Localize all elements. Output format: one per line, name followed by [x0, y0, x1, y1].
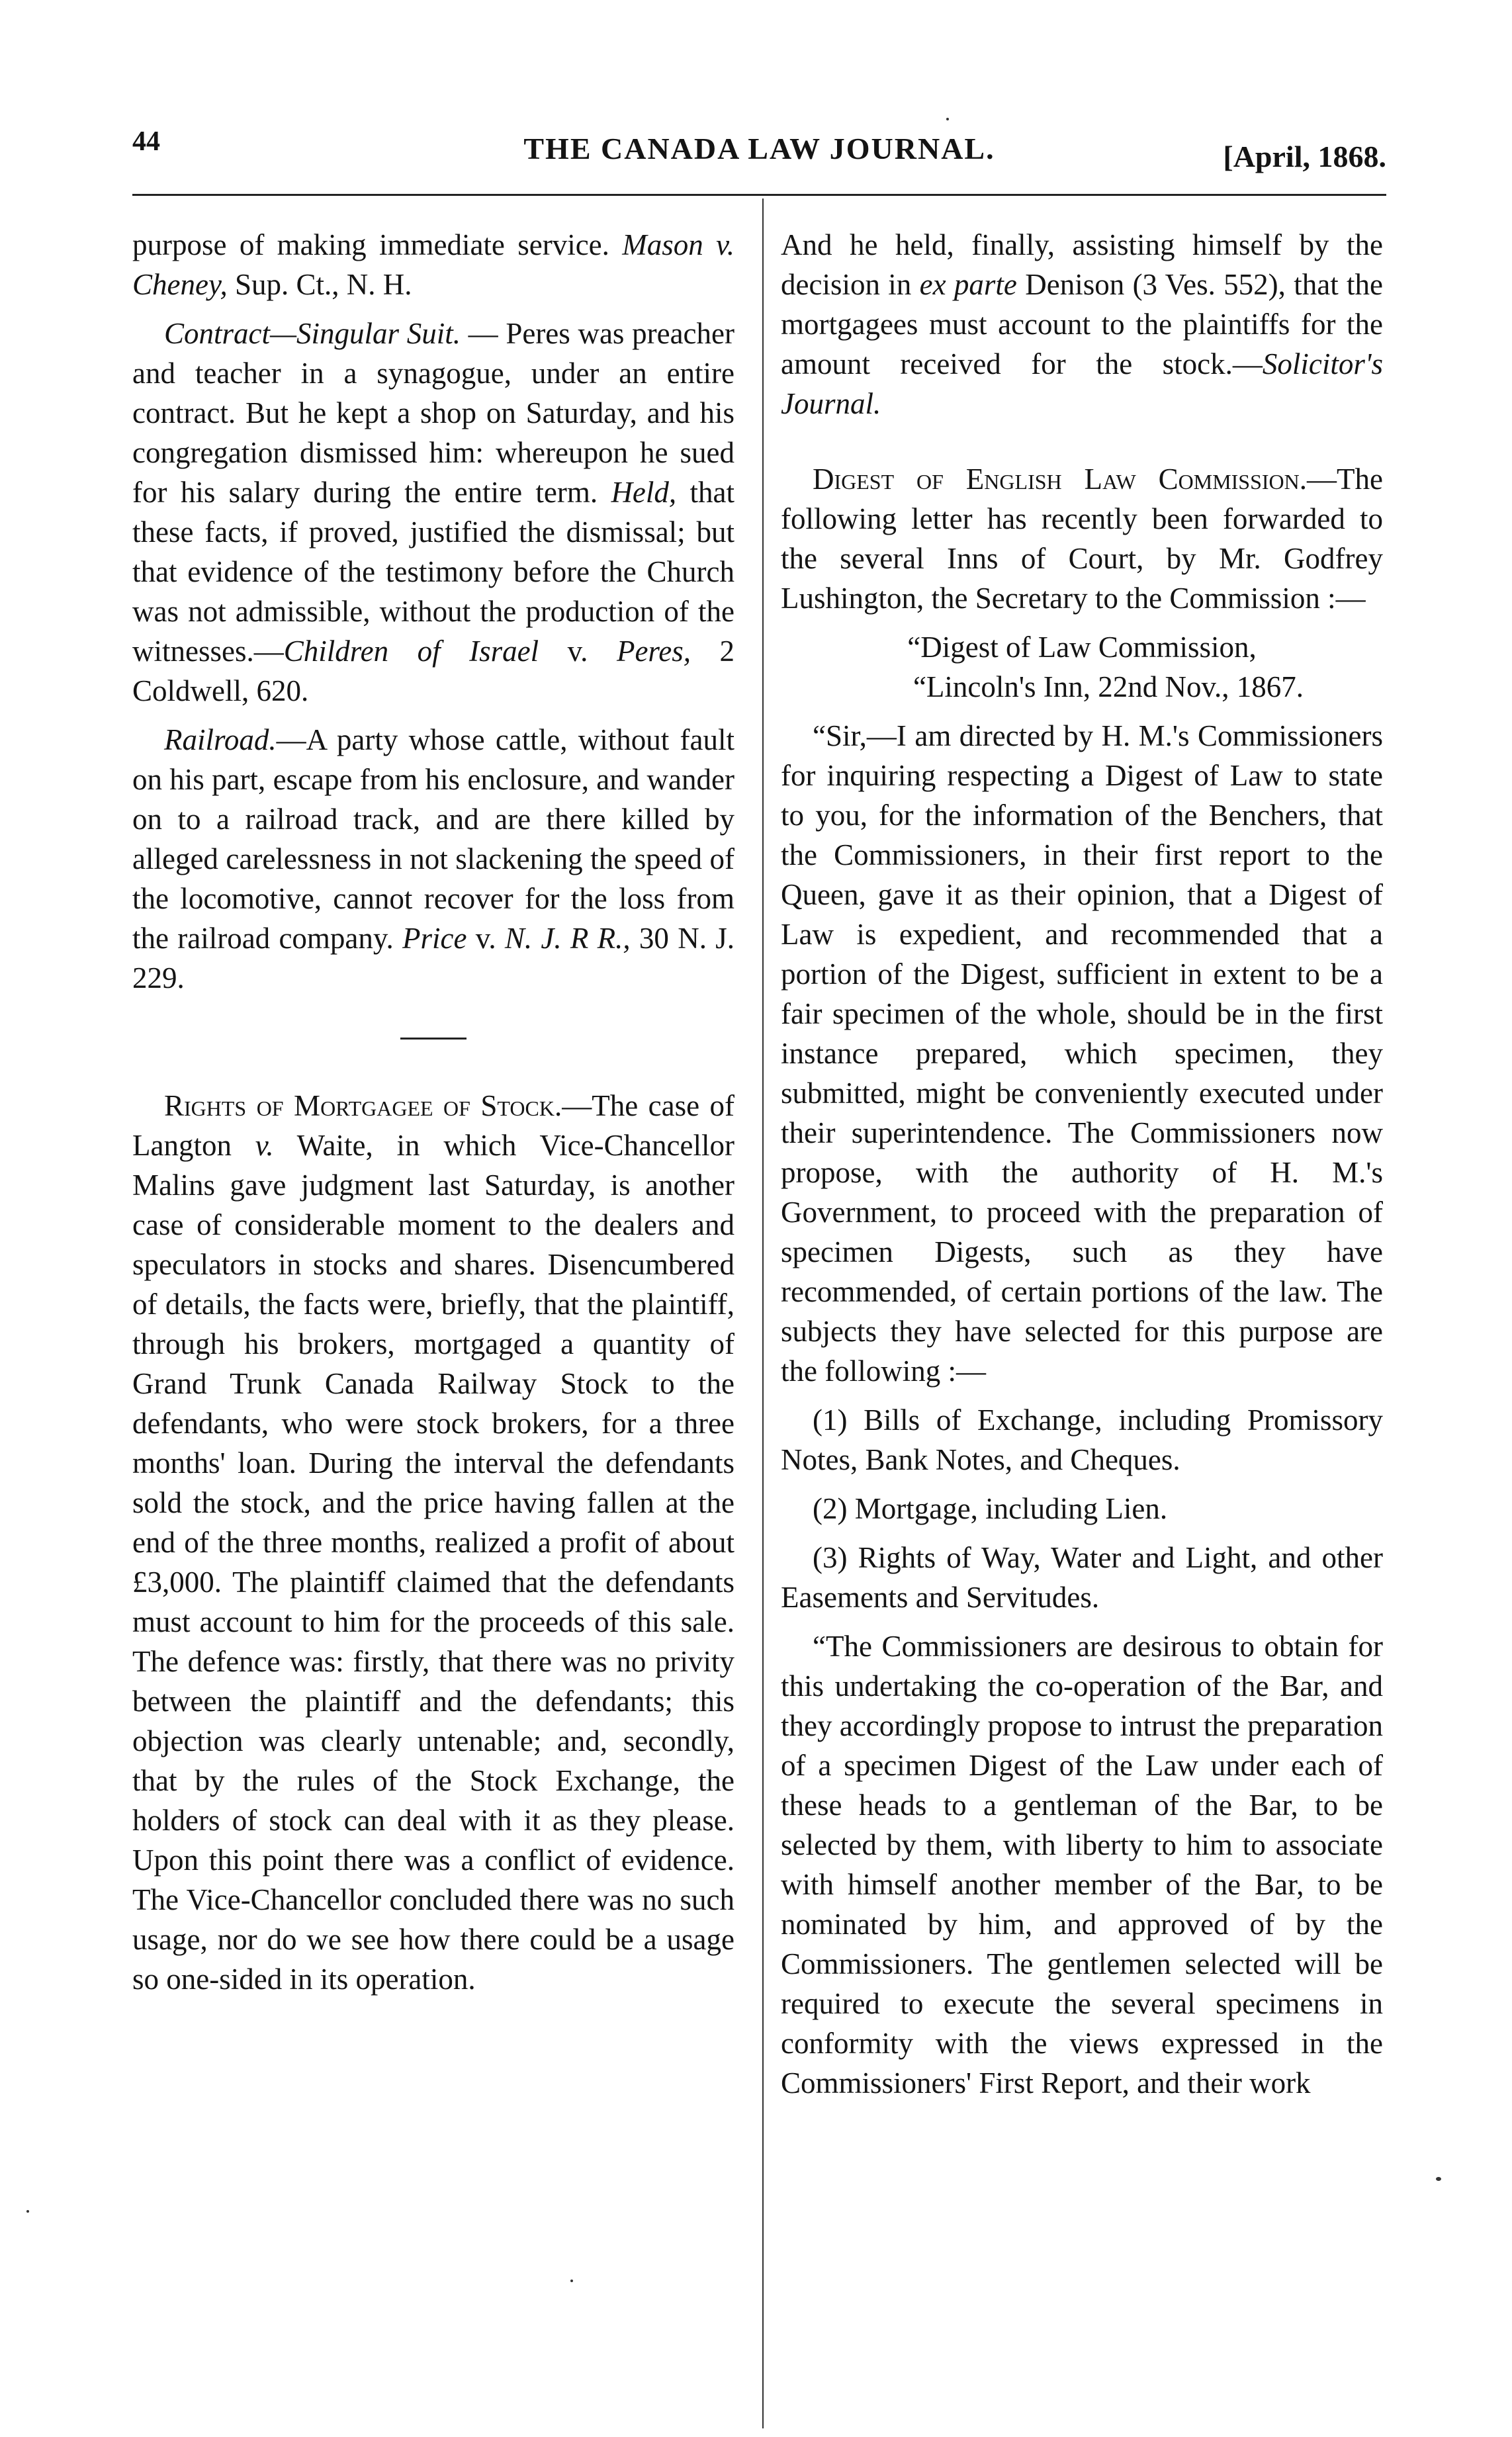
heading-railroad: Railroad. — [164, 723, 277, 756]
left-column — [132, 225, 734, 2008]
print-speck — [1436, 2177, 1441, 2181]
heading-contract: Contract—Singular Suit. — [164, 317, 461, 350]
letter-address-1: “Digest of Law Commission, — [907, 631, 1257, 664]
journal-title: THE CANADA LAW JOURNAL. — [523, 132, 995, 165]
print-speck — [26, 2210, 29, 2213]
paragraph-mortgagee: Rights of Mortgagee of Stock.—The case of Langton v. Waite, in which Vice-Chancellor Malins gave judgment last Saturday, is another case of considerable moment to the dealers and speculators in stocks and shares. Disencumbered of details, the facts were, briefly, that the plaintiff, through his brokers, mortgaged a quantity of Grand Trunk Canada Railway Stock to the defendants, who were stock brokers, for a three months' loan. During the interval the defendants sold the stock, and the price having fallen at the end of the three months, realized a profit of about £3,000. The plaintiff claimed that the defendants must account to him for the proceeds of this sale. The defence was: firstly, that there was no privity between the plaintiff and the defendants; this objection was clearly untenable; and, secondly, that by the rules of the Stock Exchange, the holders of stock can deal with it as they please. Upon this point there was a conflict of evidence. The Vice-Chancellor concluded there was no such usage, nor do we see how there could be a usage so one-sided in its operation. — [132, 1089, 734, 1996]
list-item: (1) Bills of Exchange, including Promissory Notes, Bank Notes, and Cheques. — [781, 1403, 1383, 1476]
heading-digest: Digest of English Law Commission. — [813, 463, 1308, 496]
column-divider — [762, 199, 764, 2428]
paragraph-digest: Digest of English Law Commission.—The following letter has recently been forwarded to the several Inns of Court, by Mr. Godfrey Lushington, the Secretary to the Commission :— — [781, 463, 1383, 615]
paragraph-railroad: Railroad.—A party whose cattle, without fault on his part, escape from his enclosure, and wander on to a railroad track, and are there killed by alleged carelessness in not slackening the speed of the locomotive, cannot recover for the loss from the railroad company. Price v. N. J. R R., 30 N. J. 229. — [132, 723, 734, 995]
list-item: (2) Mortgage, including Lien. — [813, 1492, 1168, 1525]
list-item: (3) Rights of Way, Water and Light, and other Easements and Servitudes. — [781, 1541, 1383, 1614]
page-header — [132, 126, 1386, 179]
paragraph-service: purpose of making immediate service. Mason v. Cheney, Sup. Ct., N. H. — [132, 228, 734, 301]
heading-mortgagee: Rights of Mortgagee of Stock. — [164, 1089, 562, 1122]
paragraph-held: And he held, finally, assisting himself by the decision in ex parte Denison (3 Ves. 552), that the mortgagees must account to the plaintiffs for the amount received for the stock.—Solicitor's Journal. — [781, 228, 1384, 420]
letter-address-2: “Lincoln's Inn, 22nd Nov., 1867. — [912, 670, 1304, 703]
print-speck — [570, 2280, 573, 2282]
paragraph-contract: Contract—Singular Suit. — Peres was preacher and teacher in a synagogue, under an entire contract. But he kept a shop on Saturday, and his congregation dismissed him: whereupon he sued for his salary during the entire term. Held, that these facts, if proved, justified the dismissal; but that evidence of the testimony before the Church was not admissible, without the production of the witnesses.—Children of Israel v. Peres, 2 Coldwell, 620. — [132, 317, 735, 707]
letter-body: “Sir,—I am directed by H. M.'s Commissioners for inquiring respecting a Digest of Law to state to you, for the information of the Benchers, that the Commissioners, in their first report to the Queen, gave it as their opinion, that a Digest of Law is expedient, and recommended that a portion of the Digest, sufficient in extent to be a fair specimen of the whole, should be in the first instance prepared, which specimen, they submitted, might be conveniently executed under their superintendence. The Commissioners now propose, with the authority of H. M.'s Government, to proceed with the preparation of specimen Digests, such as they have recommended, of certain portions of the law. The subjects they have selected for this purpose are the following :— — [781, 719, 1383, 1388]
header-rule — [132, 194, 1386, 196]
section-rule — [400, 1038, 467, 1040]
letter-body-2: “The Commissioners are desirous to obtain for this undertaking the co-operation of the Bar, and they accordingly propose to intrust the preparation of a specimen Digest of the Law under each of these heads to a gentleman of the Bar, to be selected by them, with liberty to him to associate with himself another member of the Bar, to be nominated by him, and approved of by the Commissioners. The gentlemen selected will be required to execute the several specimens in conformity with the views expressed in the Commissioners' First Report, and their work — [781, 1630, 1383, 2100]
print-speck — [946, 118, 949, 120]
page-number: 44 — [132, 126, 160, 157]
right-column — [781, 225, 1383, 2112]
issue-date: [April, 1868. — [1223, 140, 1386, 173]
